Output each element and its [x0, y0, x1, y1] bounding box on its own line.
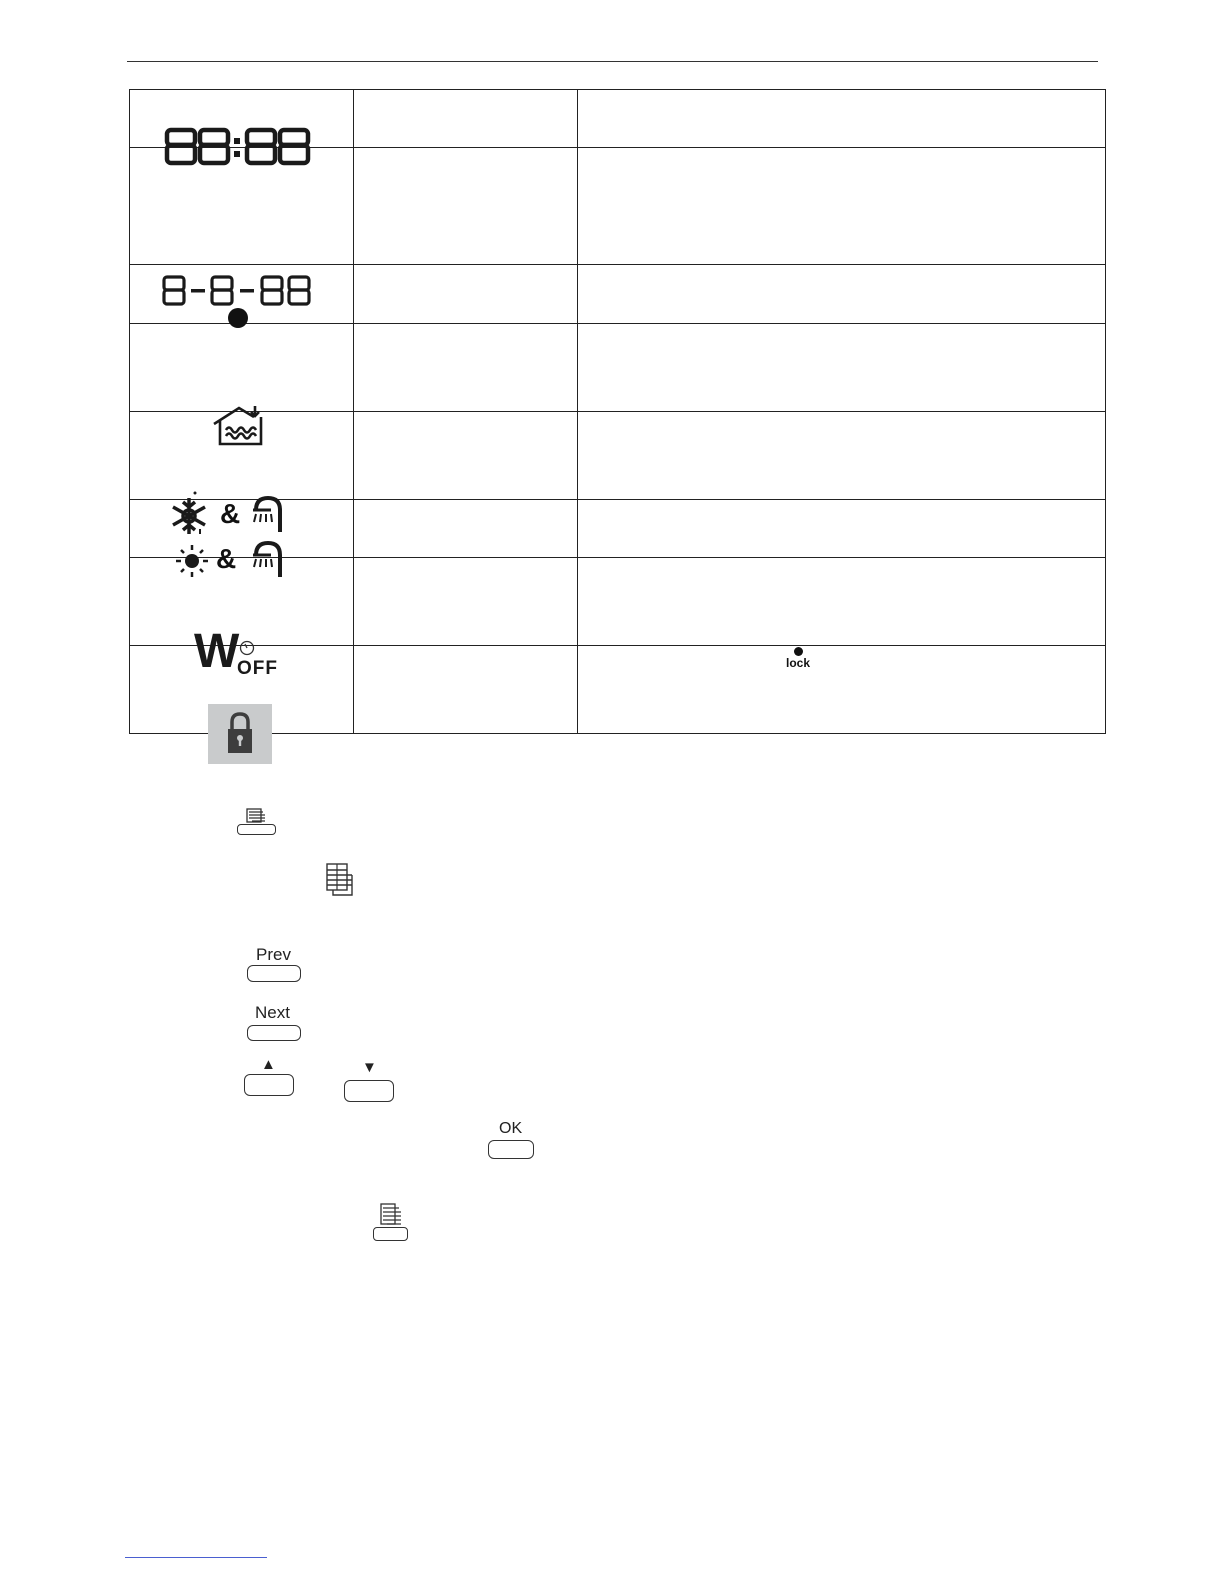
- icon-cell: [130, 90, 354, 148]
- menu-icon: [246, 808, 268, 824]
- ok-label: OK: [499, 1120, 523, 1137]
- shower-icon: [250, 492, 292, 534]
- name-cell: [354, 412, 578, 500]
- desc-cell: [578, 500, 1106, 558]
- name-cell: [354, 148, 578, 265]
- desc-cell: [578, 265, 1106, 324]
- table-row: [130, 90, 1106, 148]
- clock-digits-icon: [164, 127, 312, 169]
- desc-cell: [578, 324, 1106, 412]
- down-button[interactable]: [343, 1059, 399, 1105]
- menu-icon: [380, 1203, 404, 1227]
- name-cell: [354, 90, 578, 148]
- menu-button[interactable]: [237, 808, 277, 836]
- footer-link-rule: [125, 1557, 267, 1558]
- ok-button[interactable]: [487, 1120, 539, 1162]
- desc-cell: [578, 646, 1106, 734]
- table-row: [130, 324, 1106, 412]
- shower-icon: [250, 537, 292, 579]
- header-rule: [127, 61, 1098, 62]
- icon-table: [129, 89, 1106, 734]
- desc-cell: [578, 148, 1106, 265]
- lock-text: lock: [786, 655, 811, 670]
- down-arrow-icon: ▼: [362, 1059, 377, 1076]
- up-arrow-icon: ▲: [261, 1056, 276, 1073]
- ampersand-label: &: [216, 542, 237, 574]
- desc-cell: [578, 558, 1106, 670]
- desc-cell: [578, 412, 1106, 500]
- table-row: [130, 412, 1106, 500]
- name-cell: [354, 265, 578, 324]
- prev-button[interactable]: [246, 945, 304, 985]
- house-heater-icon: [212, 404, 266, 448]
- icon-cell: [130, 324, 354, 412]
- lock-icon: [208, 704, 272, 764]
- menu-button[interactable]: [372, 1203, 412, 1243]
- name-cell: [354, 558, 578, 646]
- date-digits-icon: [162, 275, 314, 307]
- sun-icon: [172, 529, 212, 581]
- desc-cell: [578, 90, 1106, 148]
- name-cell: [354, 324, 578, 412]
- up-button[interactable]: [243, 1056, 299, 1102]
- dot-icon: [226, 306, 250, 330]
- name-cell: [354, 500, 578, 558]
- prev-label: Prev: [256, 945, 291, 964]
- icon-cell: [130, 558, 354, 679]
- menu-icon: [326, 863, 354, 897]
- timer-icon: [239, 640, 255, 656]
- next-label: Next: [255, 1003, 290, 1022]
- next-button[interactable]: [246, 1003, 304, 1043]
- icon-cell: [130, 497, 354, 574]
- name-cell: [354, 646, 578, 734]
- ampersand-label: &: [220, 497, 241, 529]
- off-label: OFF: [237, 657, 278, 679]
- w-letter: W: [194, 624, 240, 678]
